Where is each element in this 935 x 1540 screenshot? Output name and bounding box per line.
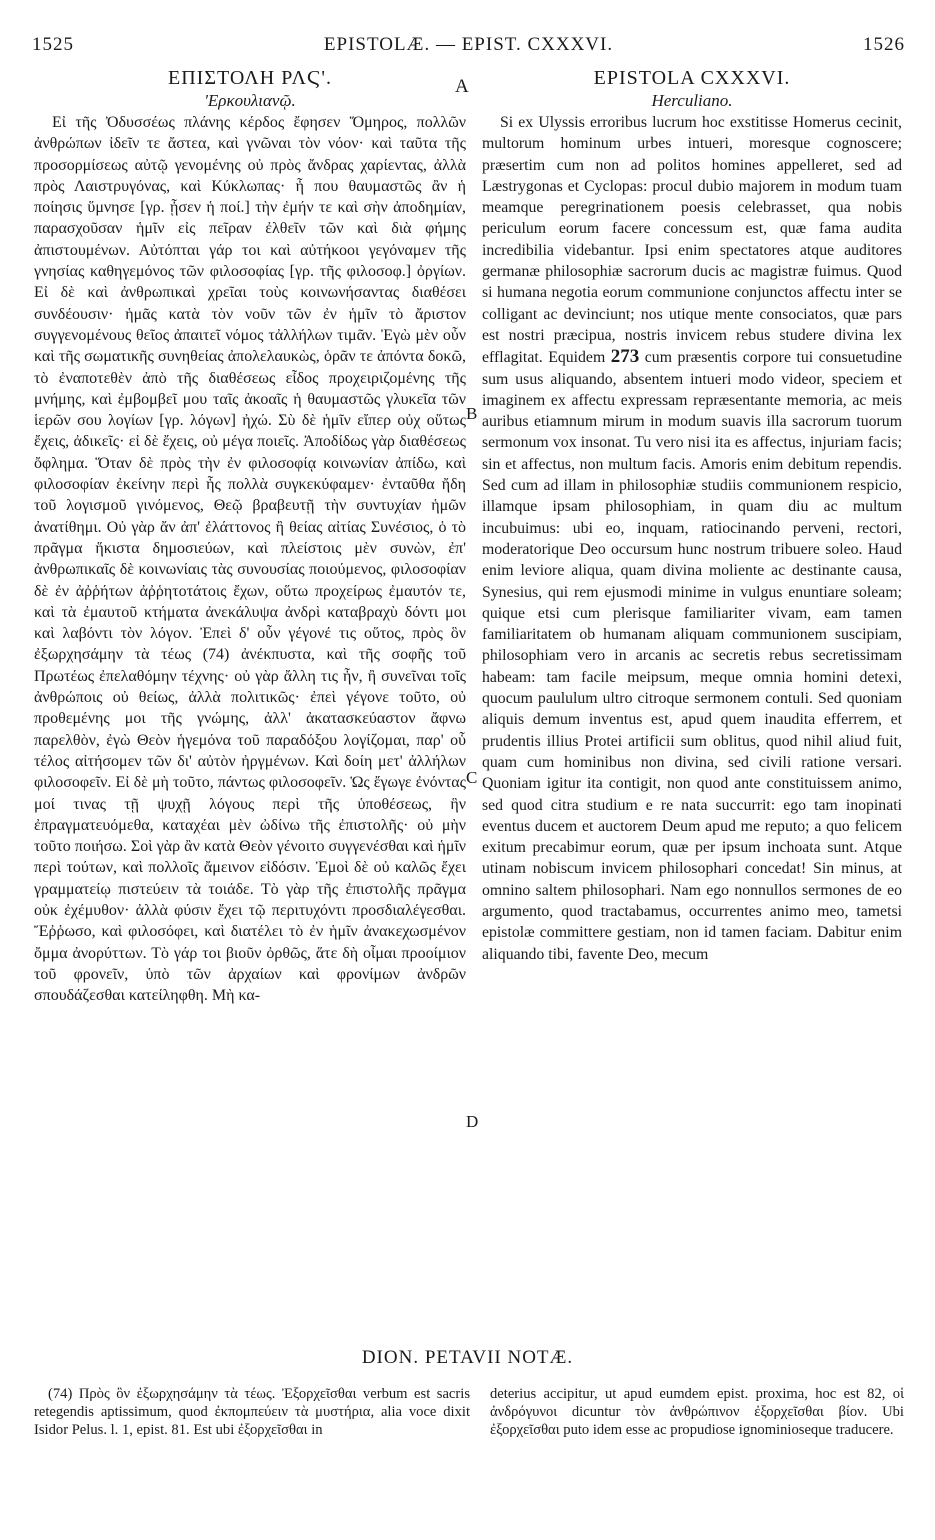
running-title: EPISTOLÆ. — EPIST. CXXXVI. — [323, 34, 614, 55]
latin-text-before: Si ex Ulyssis erroribus lucrum hoc exstitisse Homerus cecinit, multorum hominum urbes intueri, moresque cognoscere; præsertim cum non ad politos homines appelleret, sed ad Læstrygonas et Cyclopas: procul dubio majorem in modum tuam meamque peregrinationem poesis celebrasset, qua nobis periculum eorum facere concessum est, quæ fama audita incredibilia videbantur. Ipsi enim spectatores atque auditores germanæ philosophiæ sacrorum ducis ac magistræ fuimus. Quod si humana negotia eorum communione conjunctos affectu inter se colligant ac devinciunt; nos utique mente consociatos, quæ pars est nostri præcipua, nostris invicem rebus studere divina lex efflagitat. Equidem — [482, 114, 902, 367]
latin-title: EPISTOLA CXXXVI. — [593, 67, 791, 89]
page-number-left: 1525 — [32, 34, 74, 55]
edition-page-number: 273 — [610, 346, 640, 368]
running-head — [32, 34, 905, 56]
note-74-continuation: deterius accipitur, ut apud eumdem epist. proxima, hoc est 82, οἱ ἀνδρόγυνοι dicuntur τὸν ἀνθρώπινον ἐξορχεῖσθαι βίον. Ubi ἐξορχεῖσθαι puto idem esse ac propudiose ignominioseque traducere. — [490, 1386, 904, 1438]
greek-column — [34, 66, 466, 1006]
notes-heading: DION. PETAVII NOTÆ. — [361, 1347, 574, 1368]
notes-left-column — [34, 1385, 470, 1439]
page-number-right: 1526 — [863, 34, 905, 55]
latin-column — [482, 66, 902, 965]
greek-subtitle: 'Ερκουλιανῷ. — [204, 91, 296, 110]
notes-right-column — [490, 1385, 904, 1439]
latin-text-after: cum præsentis corpore tui consuetudine sum usus aliquando, absentem intueri modo videor, speciem et imaginem ex affectu expressam repræsentante memoria, ac meis auribus etiamnum mirum in modum suavis illa sacrorum tuorum sermonum vox insonat. Tu vero nisi ita es affectus, injuriam facis; sin et affectus, non multum facis. Amoris enim debitum rependis. Sed cum ad illam in philosophiæ studiis communionem respicio, illamque ipsam philosophiam, in quam diu ac multum incubuimus: ubi eo, inquam, ratiocinando perveni, rectori, moderatorique Deo occursum hunc nostrum tribuere soleo. Haud enim leviore aliqua, quam divina moliente ac destinante causa, Synesius, qui rem ejusmodi minime in vulgus enuntiare soleam; quique etsi cum plerisque familiariter vivam, eam tamen familiaritatem ob humanam aliquam communionem suscipiam, philosophiam vero in arcanis ac secretis rebus secretissimam habeam: tam facile meipsum, meque omnia homini detexi, quocum paululum ultro citroque sermonem contuli. Sed quoniam aliquis demum inventus est, apud quem inaudita efferrem, et prudentis illius Protei artificii sum oblitus, quod nihil aliud fuit, quam cum hominibus non divina, sed civili ratione versari. Quoniam igitur ita contigit, non quod ante constituissem animo, sed quod citra studium e re nata succurrit: ego tam inopinati eventus ducem et auctorem Deum apud me reputo; a quo felicem exitum precabimur eorum, quæ per ipsum inchoata sunt. Atque utinam nobiscum invicem philosophari concedat! Sin minus, at omnino saltem philosophari. Nam ego nonnullos sermones de eo argumento, quod tractabamus, occurrentes animo meo, tametsi epistolæ committere gestiam, non id tamen faciam. Dabitur enim aliquando tibi, favente Deo, mecum — [482, 349, 903, 963]
latin-text — [482, 112, 902, 965]
margin-letter-b: B — [466, 404, 478, 423]
greek-title: ΕΠΙΣΤΟΛΗ ΡΛϚ'. — [168, 67, 332, 89]
latin-subtitle: Herculiano. — [651, 91, 733, 110]
note-74-text: (74) Πρὸς ὃν ἐξωρχησάμην τὰ τέως. Ἐξορχεῖσθαι verbum est sacris retegendis aptissimum, quod ἐκπομπεύειν τὰ μυστήρια, alia voce dixit Isidor Pelus. l. 1, epist. 81. Est ubi ἐξορχεῖσθαι in — [34, 1386, 470, 1438]
margin-letter-a: A — [455, 76, 469, 97]
margin-letter-c: C — [466, 768, 478, 787]
margin-letter-d: D — [466, 1112, 479, 1131]
greek-text: Εἰ τῆς Ὀδυσσέως πλάνης κέρδος ἔφησεν Ὅμηρος, πολλῶν ἀνθρώπων ἰδεῖν τε ἄστεα, καὶ γνῶναι τὸν νόον· καὶ ταῦτα τῆς προσορμίσεως αὐτῷ γενομένης οὐ πρὸς ἄνδρας χαρίεντας, ἀλλὰ πρὸς Λαιστρυγόνας, καὶ Κύκλωπας· ἦ που θαυμαστῶς ἂν ἡ ποίησις ὕμνησε [γρ. ᾖσεν ἡ ποί.] τὴν ἐμήν τε καὶ σὴν ἀποδημίαν, παρασχοῦσαν ἡμῖν εἰς πεῖραν ἐλθεῖν τῶν καὶ διὰ φήμης ἀπιστουμένων. Αὐτόπται γάρ τοι καὶ αὐτήκοοι γεγόναμεν τῆς γνησίας καθηγεμόνος τῶν φιλοσοφίας [γρ. τῆς φιλοσοφ.] ὀργίων. Εἰ δὲ καὶ ἀνθρωπικαὶ χρεῖαι τοὺς κοινωνήσαντας διαθέσει συνδέουσιν· ἡμᾶς κατὰ τὸν νοῦν τῶν ἐν ἡμῖν τὸ ἄριστον συγγενομένους θεῖος ἀπαιτεῖ νόμος τἀλλήλων τιμᾶν. Ἐγὼ μὲν οὖν καὶ τῆς σωματικῆς συνηθείας ἀπολελαυκὼς, ὁρᾶν τε ἀπόντα δοκῶ, τὸ ἐναποτεθὲν ἀπὸ τῆς διαθέσεως εἶδος προχειριζομένης τῆς μνήμης, καὶ ἐμβομβεῖ μου ταῖς ἀκοαῖς ἡ θαυμαστῶς γλυκεῖα τῶν ἱερῶν σου λογίων [γρ. λόγων] ἠχώ. Σὺ δὲ ἡμῖν εἴπερ οὐχ οὕτως ἔχεις, ἀδικεῖς· εἰ δὲ ἔχεις, οὐ μέγα ποιεῖς. Ἀποδίδως γὰρ διαθέσεως ὄφλημα. Ὅταν δὲ πρὸς τὴν ἐν φιλοσοφίᾳ κοινωνίαν ἀπίδω, καὶ φιλοσοφίαν ἐκείνην περὶ ἧς πολλὰ συγκεκύφαμεν· ἐνταῦθα ἤδη τοῦ λογισμοῦ γινόμενος, Θεῷ βραβευτῇ τὴν συντυχίαν ἡμῶν ἀνατίθημι. Οὐ γὰρ ἄν ἀπ' ἐλάττονος ἢ θείας αἰτίας Συνέσιος, ὁ τὸ πρᾶγμα ἥκιστα δημοσιεύων, καὶ πλείστοις μὲν συνὼν, ἐπ' ἀνθρωπικαῖς δὲ κοινωνίαις τὰς συνουσίας ποιούμενος, φιλοσοφίαν δὲ ἐν ἀῤῥήτων ἀῤῥητοτάτοις ἔχων, οὕτω προχείρως ἐμαυτόν τε, καὶ τὰ ἐμαυτοῦ κτήματα ἀνεκάλυψα ἀνδρὶ καταβραχὺ δόντι μοι καὶ λαβόντι τὸν λόγον. Ἐπεὶ δ' οὖν γέγονέ τις οὕτος, πρὸς ὃν ἐξωρχησάμην τὰ τέως (74) ἀνέκπυστα, καὶ τῆς σοφῆς τοῦ Πρωτέως ἐπελαθόμην τέχνης· οὐ γὰρ ἄλλη τις ἦν, ἢ συνεῖναι τοῖς ἀνθρώποις οὐ θείως, ἀλλὰ πολιτικῶς· ἐπεὶ γέγονε τοῦτο, οὐ προθεμένης μοι τῆς γνώμης, ἀλλ' ἀκατασκεύαστον ἄφνω παρελθὸν, ἐγὼ Θεὸν ἡγεμόνα τοῦ παραδόξου λογίζομαι, παρ' οὗ τέλος αἰτήσομεν τῶν δι' αὐτὸν ἠργμένων. Καὶ δοίη μετ' ἀλλήλων φιλοσοφεῖν. Εἰ δὲ μὴ τοῦτο, πάντως φιλοσοφεῖν. Ὡς ἔγωγε ἐνόντας μοί τινας τῇ ψυχῇ λόγους περὶ τῆς ὑποθέσεως, ἣν ἐπραγματευόμεθα, καταχέαι μὲν ὠδίνω τῆς ἐπιστολῆς· οὐ μὴν τοῦτο ποιήσω. Σοὶ γὰρ ἂν κατὰ Θεὸν γένοιτο συγγενέσθαι καὶ ἡμῖν περὶ τούτων, καὶ πολλοῖς ἄμεινον εἰδόσιν. Ἐμοὶ δὲ οὐ καλῶς ἔχει γραμματείῳ πιστεύειν τὰ τοιάδε. Τὸ γὰρ τῆς ἐπιστολῆς πρᾶγμα οὐκ ἐχέμυθον· ἀλλὰ φύσιν ἔχει τῷ περιτυχόντι προσδιαλέγεσθαι. Ἔῤῥωσο, καὶ φιλοσόφει, καὶ διατέλει τὸ ἐν ἡμῖν ἀνακεχωσμένον ὄμμα ἀνορύττων. Τὸ γάρ τοι βιοῦν ὀρθῶς, ἅτε δὴ οἶμαι προοίμιον τοῦ φρονεῖν, ὑπὸ τῶν ἀρχαίων καὶ φρονίμων ἀνδρῶν σπουδάζεσθαι κατείληφθη. Μὴ κα- — [34, 114, 466, 1005]
